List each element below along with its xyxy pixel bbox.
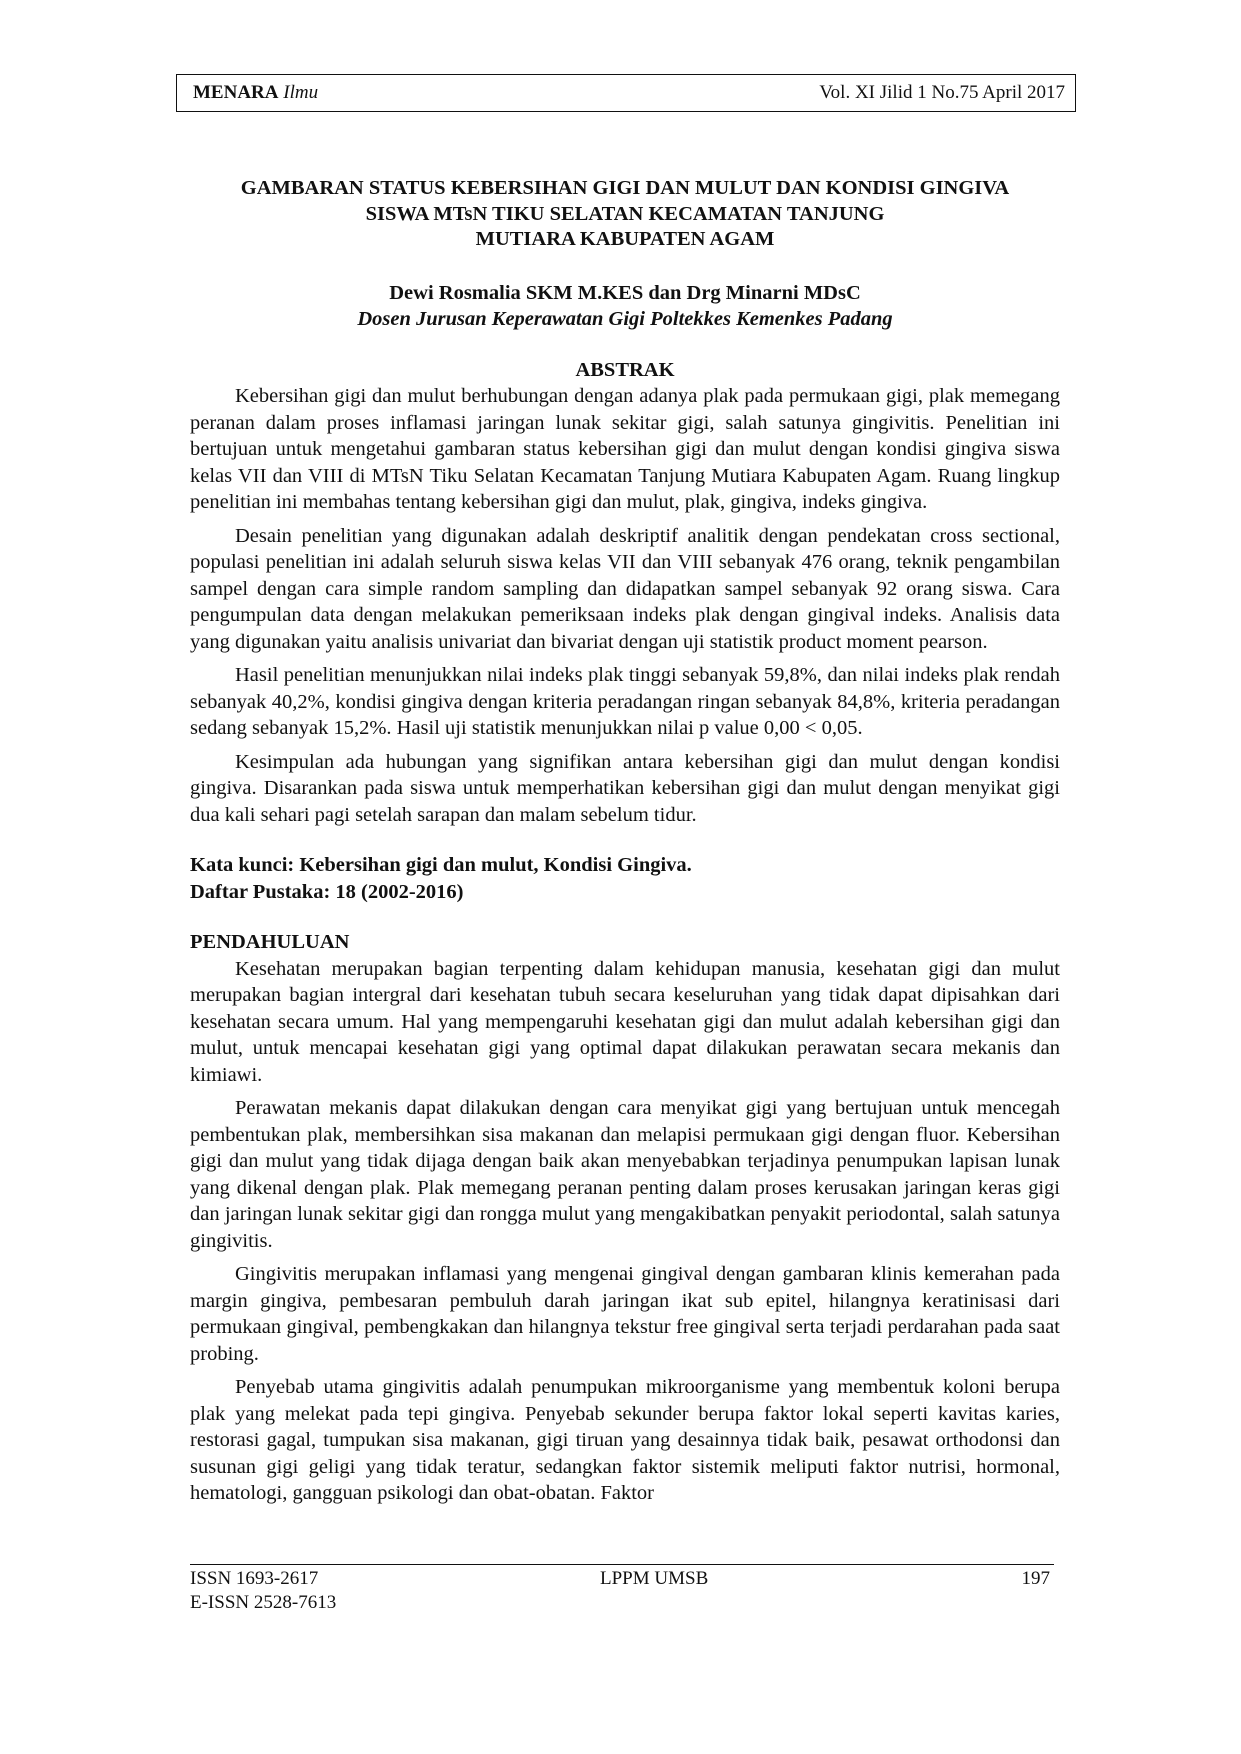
body-paragraph: Gingivitis merupakan inflamasi yang mengenai gingival dengan gambaran klinis kemerahan pada margin gingiva, pembesaran pembuluh darah jaringan ikat sub epitel, hilangnya keratinisasi dari permukaan gingival, pembengkakan dan hilangnya tekstur free gingival serta terjadi perdarahan pada saat probing.: [190, 1263, 1060, 1365]
body-paragraph: Penyebab utama gingivitis adalah penumpukan mikroorganisme yang membentuk koloni berupa plak yang melekat pada tepi gingiva. Penyebab sekunder berupa faktor lokal seperti kavitas karies, restorasi gagal, tumpukan sisa makanan, gigi tiruan yang desainnya tidak baik, pesawat orthodonsi dan susunan gigi geligi yang tidak teratur, sedangkan faktor sistemik meliputi faktor nutrisi, hormonal, hematologi, gangguan psikologi dan obat-obatan. Faktor: [190, 1376, 1060, 1504]
abstract-heading: ABSTRAK: [575, 358, 675, 381]
keywords-block: [190, 852, 1060, 905]
title-line-3: MUTIARA KABUPATEN AGAM: [475, 228, 775, 250]
reference-count: Daftar Pustaka: 18 (2002-2016): [190, 880, 464, 903]
publisher: LPPM UMSB: [600, 1568, 709, 1589]
issn: ISSN 1693-2617: [190, 1568, 319, 1589]
author-names: Dewi Rosmalia SKM M.KES dan Drg Minarni MDsC: [389, 281, 861, 304]
abstract-section: [190, 357, 1060, 829]
abstract-paragraph: Kebersihan gigi dan mulut berhubungan dengan adanya plak pada permukaan gigi, plak memegang peranan dalam proses inflamasi jaringan lunak sekitar gigi, salah satunya gingivitis. Penelitian ini bertujuan untuk mengetahui gambaran status kebersihan gigi dan mulut dengan kondisi gingiva siswa kelas VII dan VIII di MTsN Tiku Selatan Kecamatan Tanjung Mutiara Kabupaten Agam. Ruang lingkup penelitian ini membahas tentang kebersihan gigi dan mulut, plak, gingiva, indeks gingiva.: [190, 385, 1060, 513]
footer-divider: [190, 1564, 1054, 1565]
volume-info: Vol. XI Jilid 1 No.75 April 2017: [819, 82, 1065, 103]
section-heading: PENDAHULUAN: [190, 931, 350, 953]
abstract-paragraph: Desain penelitian yang digunakan adalah deskriptif analitik dengan pendekatan cross sectional, populasi penelitian ini adalah seluruh siswa kelas VII dan VIII sebanyak 476 orang, teknik pengambilan sampel dengan cara simple random sampling dan didapatkan sampel sebanyak 92 orang siswa. Cara pengumpulan data dengan melakukan pemeriksaan indeks plak dengan gingival indeks. Analisis data yang digunakan yaitu analisis univariat dan bivariat dengan uji statistik product moment pearson.: [190, 524, 1060, 653]
page-footer: [190, 1567, 1050, 1615]
running-header: [176, 74, 1076, 112]
author-affiliation: Dosen Jurusan Keperawatan Gigi Poltekkes Kemenkes Padang: [357, 308, 893, 330]
article-title: [190, 176, 1060, 253]
body-paragraph: Kesehatan merupakan bagian terpenting dalam kehidupan manusia, kesehatan gigi dan mulut merupakan bagian intergral dari kesehatan tubuh secara keseluruhan yang tidak dapat dipisahkan dari kesehatan secara umum. Hal yang mempengaruhi kesehatan gigi dan mulut adalah kebersihan gigi dan mulut, untuk mencapai kesehatan gigi yang optimal dapat dilakukan perawatan secara mekanis dan kimiawi.: [190, 957, 1060, 1086]
journal-name: [193, 82, 318, 104]
abstract-paragraph: Kesimpulan ada hubungan yang signifikan antara kebersihan gigi dan mulut dengan kondisi gingiva. Disarankan pada siswa untuk memperhatikan kebersihan gigi dan mulut dengan menyikat gigi dua kali sehari pagi setelah sarapan dan malam sebelum tidur.: [190, 750, 1060, 826]
eissn: E-ISSN 2528-7613: [190, 1592, 337, 1613]
author-block: [190, 280, 1060, 333]
journal-name-italic: Ilmu: [283, 82, 319, 103]
abstract-paragraph: Hasil penelitian menunjukkan nilai indeks plak tinggi sebanyak 59,8%, dan nilai indeks plak rendah sebanyak 40,2%, kondisi gingiva dengan kriteria peradangan ringan sebanyak 84,8%, kriteria peradangan sedang sebanyak 15,2%. Hasil uji statistik menunjukkan nilai p value 0,00 < 0,05.: [190, 664, 1060, 739]
body-paragraph: Perawatan mekanis dapat dilakukan dengan cara menyikat gigi yang bertujuan untuk mencegah pembentukan plak, membersihkan sisa makanan dan melapisi permukaan gigi dengan fluor. Kebersihan gigi dan mulut yang tidak dijaga dengan baik akan menyebabkan terjadinya penumpukan lapisan lunak yang dikenal dengan plak. Plak memegang peranan penting dalam proses kerusakan jaringan keras gigi dan jaringan lunak sekitar gigi dan rongga mulut yang mengakibatkan penyakit periodontal, salah satunya gingivitis.: [190, 1097, 1060, 1252]
title-line-1: GAMBARAN STATUS KEBERSIHAN GIGI DAN MULUT DAN KONDISI GINGIVA: [240, 177, 1010, 199]
introduction-section: [190, 929, 1060, 1507]
journal-name-bold: MENARA: [193, 82, 279, 103]
title-line-2: SISWA MTsN TIKU SELATAN KECAMATAN TANJUNG: [365, 202, 885, 225]
page-number: 197: [1021, 1568, 1050, 1589]
article-body: [190, 176, 1060, 1514]
keywords: Kata kunci: Kebersihan gigi dan mulut, Kondisi Gingiva.: [190, 854, 692, 876]
